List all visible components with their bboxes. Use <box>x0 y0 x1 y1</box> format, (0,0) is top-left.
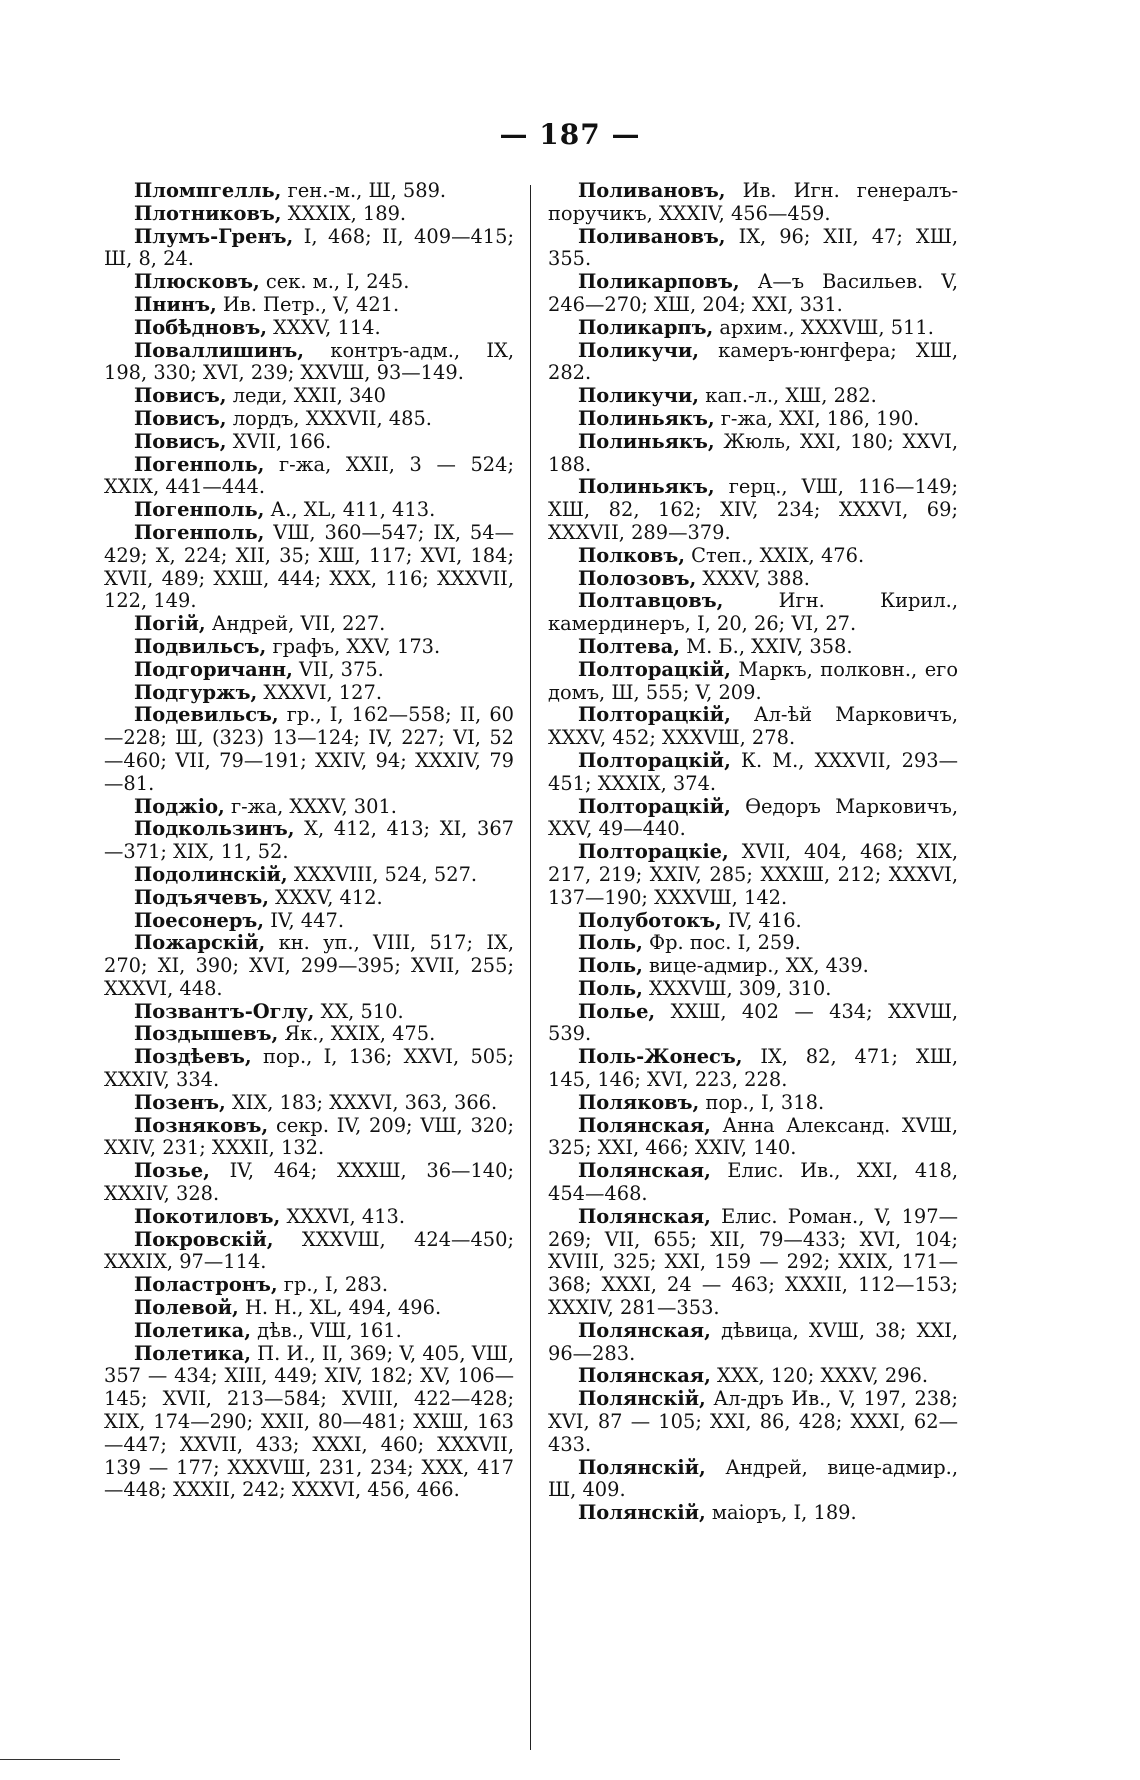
entry-references: Ал-дръ Ив., V, 197, 238; XVI, 87 — 105; XXI, 86, 428; XXXI, 62—433. <box>548 1387 958 1456</box>
index-entry <box>548 978 958 1001</box>
page-number: — 187 — <box>499 118 641 151</box>
entry-references: г-жа, XXXV, 301. <box>224 794 397 818</box>
entry-headword: Полевой, <box>134 1296 239 1320</box>
entry-headword: Полиньякъ, <box>578 475 715 499</box>
entry-headword: Полуботокъ, <box>578 908 722 932</box>
entry-headword: Полковъ, <box>578 543 685 567</box>
index-entry <box>104 704 514 795</box>
index-entry <box>104 1001 514 1024</box>
entry-headword: Поль-Жонесъ, <box>578 1045 743 1069</box>
index-entry <box>104 1297 514 1320</box>
index-entry <box>104 408 514 431</box>
index-entry <box>104 180 514 203</box>
entry-headword: Подвильсъ, <box>134 634 267 658</box>
index-entry <box>548 1046 958 1092</box>
index-entry <box>548 1160 958 1206</box>
entry-headword: Полянская, <box>578 1113 711 1137</box>
entry-references: дѣв., VШ, 161. <box>250 1318 402 1342</box>
entry-references: XXXVIII, 524, 527. <box>287 862 478 886</box>
entry-headword: Полянскiй, <box>578 1501 706 1525</box>
entry-headword: Позвантъ-Оглу, <box>134 999 315 1023</box>
entry-references: Жюль, XXI, 180; XXVI, 188. <box>548 429 958 476</box>
entry-references: XXXV, 412. <box>269 885 383 909</box>
entry-headword: Поляковъ, <box>578 1090 700 1114</box>
index-entry <box>104 887 514 910</box>
entry-headword: Погенполь, <box>134 452 265 476</box>
entry-references: гр., I, 283. <box>277 1273 389 1297</box>
entry-references: IV, 416. <box>721 908 802 932</box>
entry-headword: Погiй, <box>134 612 206 636</box>
entry-references: г-жа, XXI, 186, 190. <box>714 406 920 430</box>
index-entry <box>104 499 514 522</box>
index-entry <box>548 659 958 705</box>
index-entry <box>104 1274 514 1297</box>
entry-references: М. Б., XXIV, 358. <box>680 634 853 658</box>
entry-references: кап.-л., XШ, 282. <box>699 384 877 408</box>
index-entry <box>548 385 958 408</box>
entry-references: Маркъ, полковн., его домъ, Ш, 555; V, 209. <box>548 657 958 704</box>
entry-references: Елис. Роман., V, 197—269; VII, 655; XII, 79—433; XVI, 104; XVIII, 325; XXI, 159 — 292; XXIX, 171—368; XXXI, 24 — 463; XXXII, 112—153; XXXIV, 281—353. <box>548 1204 958 1320</box>
entry-references: пор., I, 318. <box>699 1090 825 1114</box>
entry-references: А., XL, 411, 413. <box>264 498 436 522</box>
entry-references: XIX, 183; XXXVI, 363, 366. <box>225 1090 498 1114</box>
index-entry <box>548 1365 958 1388</box>
index-entry <box>548 932 958 955</box>
entry-headword: Поль, <box>578 976 643 1000</box>
entry-headword: Поластронъ, <box>134 1273 278 1297</box>
entry-headword: Полторацкiй, <box>578 794 731 818</box>
index-entry <box>104 910 514 933</box>
index-entry <box>104 1046 514 1092</box>
index-entry <box>104 1160 514 1206</box>
entry-references: XXXVШ, 424—450; XXXIX, 97—114. <box>104 1227 514 1274</box>
index-entry <box>104 522 514 613</box>
entry-references: IV, 464; XXXШ, 36—140; XXXIV, 328. <box>104 1159 514 1206</box>
entry-headword: Побѣдновъ, <box>134 315 267 339</box>
entry-headword: Полторацкiй, <box>578 703 731 727</box>
entry-references: гр., I, 162—558; II, 60—228; Ш, (323) 13—124; IV, 227; VI, 52—460; VII, 79—191; XXIV, 94; XXXIV, 79—81. <box>104 703 514 795</box>
index-entry <box>548 910 958 933</box>
entry-headword: Полянская, <box>578 1204 711 1228</box>
index-entry <box>104 226 514 272</box>
index-entry <box>104 1115 514 1161</box>
entry-references: X, 412, 413; XI, 367—371; XIX, 11, 52. <box>104 817 514 864</box>
entry-references: Ив. Игн. генералъ-поручикъ, XXXIV, 456—459. <box>548 179 958 225</box>
entry-headword: Поливановъ, <box>578 179 726 202</box>
entry-headword: Поликучи, <box>578 384 700 408</box>
entry-headword: Полянскiй, <box>578 1455 706 1479</box>
entry-headword: Полтева, <box>578 634 681 658</box>
entry-headword: Полянская, <box>578 1318 711 1342</box>
entry-references: герц., VШ, 116—149; XШ, 82, 162; XIV, 234; XXXVI, 69; XXXVII, 289—379. <box>548 475 958 544</box>
entry-references: Анна Александ. XVШ, 325; XXI, 466; XXIV, 140. <box>548 1113 958 1160</box>
entry-references: секр. IV, 209; VШ, 320; XXIV, 231; XXXII, 132. <box>104 1113 514 1160</box>
entry-headword: Поль, <box>578 954 643 978</box>
entry-references: сек. м., I, 245. <box>259 270 410 294</box>
entry-headword: Позняковъ, <box>134 1113 269 1137</box>
bottom-rule <box>0 1759 120 1760</box>
index-entry <box>548 1001 958 1047</box>
entry-headword: Поликучи, <box>578 338 700 362</box>
entry-references: XX, 510. <box>314 999 404 1023</box>
index-entry <box>548 590 958 636</box>
entry-references: XXXIX, 189. <box>281 201 407 225</box>
entry-headword: Позенъ, <box>134 1090 226 1114</box>
entry-headword: Пожарскiй, <box>134 931 266 955</box>
entry-headword: Плотниковъ, <box>134 201 282 225</box>
entry-references: XXXV, 114. <box>266 315 381 339</box>
entry-references: XVII, 404, 468; XIX, 217, 219; XXIV, 285; XXXШ, 212; XXXVI, 137—190; XXXVШ, 142. <box>548 840 958 909</box>
entry-references: контръ-адм., IX, 198, 330; XVI, 239; XXVШ, 93—149. <box>104 338 514 385</box>
index-entry <box>548 545 958 568</box>
entry-headword: Полье, <box>578 999 656 1023</box>
entry-references: г-жа, XXII, 3 — 524; XXIX, 441—444. <box>104 452 514 499</box>
entry-headword: Полиньякъ, <box>578 429 715 453</box>
index-entry <box>104 636 514 659</box>
index-entry <box>548 1388 958 1456</box>
entry-headword: Подевильсъ, <box>134 703 279 727</box>
entry-references: Н. Н., XL, 494, 496. <box>238 1296 442 1320</box>
index-entry <box>104 340 514 386</box>
entry-headword: Плумъ-Гренъ, <box>134 224 294 248</box>
entry-references: Игн. Кирил., камердинеръ, I, 20, 26; VI, 27. <box>548 589 958 636</box>
entry-references: Як., XXIX, 475. <box>278 1022 436 1046</box>
index-entry <box>548 226 958 272</box>
index-entry <box>104 454 514 500</box>
index-entry <box>548 1206 958 1320</box>
entry-headword: Поджiо, <box>134 794 225 818</box>
entry-headword: Полиньякъ, <box>578 406 715 430</box>
index-entry <box>548 1502 958 1525</box>
entry-references: IV, 447. <box>264 908 344 932</box>
entry-headword: Подкользинъ, <box>134 817 295 841</box>
entry-references: XXX, 120; XXXV, 296. <box>710 1364 929 1388</box>
index-entry <box>104 271 514 294</box>
entry-headword: Полторацкiй, <box>578 657 731 681</box>
index-entry <box>104 1320 514 1343</box>
entry-headword: Погенполь, <box>134 498 265 522</box>
index-entry <box>548 796 958 842</box>
index-entry <box>104 294 514 317</box>
entry-references: XXXVШ, 309, 310. <box>642 976 832 1000</box>
index-entry <box>548 431 958 477</box>
entry-references: I, 468; II, 409—415; Ш, 8, 24. <box>104 224 514 271</box>
entry-headword: Подгуржъ, <box>134 680 258 704</box>
entry-headword: Полтавцовъ, <box>578 589 724 613</box>
entry-headword: Повисъ, <box>134 384 227 408</box>
entry-references: вице-адмир., XX, 439. <box>642 954 869 978</box>
entry-headword: Поливановъ, <box>578 224 726 248</box>
entry-headword: Пнинъ, <box>134 292 217 316</box>
entry-headword: Позье, <box>134 1159 210 1183</box>
entry-references: Андрей, вице-адмир., Ш, 409. <box>548 1455 958 1502</box>
entry-headword: Покровскiй, <box>134 1227 274 1251</box>
entry-references: маiоръ, I, 189. <box>705 1501 857 1525</box>
entry-references: ген.-м., Ш, 589. <box>281 179 447 202</box>
index-entry <box>104 932 514 1000</box>
index-entry <box>548 180 958 226</box>
index-entry <box>548 1115 958 1161</box>
index-entry <box>104 1229 514 1275</box>
entry-headword: Поздышевъ, <box>134 1022 279 1046</box>
entry-references: пор., I, 136; XXVI, 505; XXXIV, 334. <box>104 1045 514 1092</box>
entry-references: К. М., XXXVII, 293—451; XXXIX, 374. <box>548 748 958 795</box>
entry-headword: Поликарповъ, <box>578 270 740 294</box>
index-entry <box>104 796 514 819</box>
index-entry <box>548 408 958 431</box>
left-column <box>104 180 514 1502</box>
index-entry <box>548 1320 958 1366</box>
entry-references: Өедоръ Марковичъ, XXV, 49—440. <box>548 794 958 841</box>
entry-headword: Поль, <box>578 931 643 955</box>
index-entry <box>548 271 958 317</box>
entry-references: лордъ, XXXVII, 485. <box>226 406 432 430</box>
entry-references: Степ., XXIX, 476. <box>684 543 865 567</box>
column-divider <box>530 185 531 1750</box>
index-entry <box>104 1092 514 1115</box>
entry-references: Елис. Ив., XXI, 418, 454—468. <box>548 1159 958 1206</box>
entry-references: А—ъ Васильев. V, 246—270; XШ, 204; XXI, 331. <box>548 270 958 316</box>
index-entry <box>104 317 514 340</box>
index-entry <box>104 385 514 408</box>
entry-headword: Подгоричанн, <box>134 657 293 681</box>
entry-references: XXXVI, 127. <box>257 680 382 704</box>
entry-headword: Поваллишинъ, <box>134 338 305 362</box>
index-entry <box>104 431 514 454</box>
index-entry <box>548 955 958 978</box>
entry-references: IX, 82, 471; XШ, 145, 146; XVI, 223, 228. <box>548 1045 958 1092</box>
entry-references: VШ, 360—547; IX, 54—429; X, 224; XII, 35; XШ, 117; XVI, 184; XVII, 489; XXШ, 444; XXX, 116; XXXVII, 122, 149. <box>104 520 514 613</box>
index-entry <box>104 1023 514 1046</box>
entry-references: графъ, XXV, 173. <box>266 634 441 658</box>
entry-headword: Поликарпъ, <box>578 315 714 339</box>
index-entry <box>548 704 958 750</box>
index-entry <box>548 340 958 386</box>
entry-references: IX, 96; XII, 47; XШ, 355. <box>548 224 958 271</box>
entry-headword: Полозовъ, <box>578 566 697 590</box>
entry-references: архим., XXXVШ, 511. <box>713 315 934 339</box>
entry-references: XXXV, 388. <box>696 566 810 590</box>
index-entry <box>548 1092 958 1115</box>
index-entry <box>548 476 958 544</box>
index-entry <box>548 750 958 796</box>
entry-headword: Полянская, <box>578 1159 711 1183</box>
index-entry <box>104 613 514 636</box>
entry-references: Фр. пос. I, 259. <box>642 931 801 955</box>
entry-references: VII, 375. <box>292 657 384 681</box>
entry-references: камеръ-юнгфера; XШ, 282. <box>548 338 958 385</box>
index-entry <box>104 818 514 864</box>
entry-headword: Пломпгелль, <box>134 179 282 202</box>
entry-headword: Повисъ, <box>134 429 227 453</box>
entry-headword: Погенполь, <box>134 520 265 544</box>
index-entry <box>548 568 958 591</box>
entry-headword: Полянскiй, <box>578 1387 706 1411</box>
index-entry <box>104 1343 514 1503</box>
entry-references: леди, XXII, 340 <box>226 384 386 408</box>
entry-headword: Повисъ, <box>134 406 227 430</box>
entry-headword: Подъячевъ, <box>134 885 269 909</box>
right-column <box>548 180 958 1525</box>
entry-headword: Плюсковъ, <box>134 270 260 294</box>
entry-references: XXXVI, 413. <box>280 1204 406 1228</box>
entry-references: дѣвица, XVШ, 38; XXI, 96—283. <box>548 1318 958 1365</box>
entry-references: Андрей, VII, 227. <box>205 612 386 636</box>
entry-headword: Полетика, <box>134 1318 251 1342</box>
index-entry <box>548 841 958 909</box>
entry-references: XVII, 166. <box>226 429 332 453</box>
entry-references: кн. уп., VIII, 517; IX, 270; XI, 390; XVI, 299—395; XVII, 255; XXXVI, 448. <box>104 931 514 1000</box>
index-entry <box>104 682 514 705</box>
entry-headword: Поздѣевъ, <box>134 1045 252 1069</box>
entry-headword: Полторацкiй, <box>578 748 731 772</box>
entry-headword: Поесонеръ, <box>134 908 265 932</box>
entry-references: Ал-ѣй Марковичъ, XXXV, 452; XXXVШ, 278. <box>548 703 958 750</box>
index-entry <box>548 1457 958 1503</box>
index-entry <box>548 636 958 659</box>
index-entry <box>104 1206 514 1229</box>
entry-headword: Полетика, <box>134 1341 251 1365</box>
entry-headword: Покотиловъ, <box>134 1204 281 1228</box>
index-entry <box>548 317 958 340</box>
entry-headword: Подолинскiй, <box>134 862 288 886</box>
index-entry <box>104 864 514 887</box>
index-entry <box>104 659 514 682</box>
index-entry <box>104 203 514 226</box>
entry-references: XXШ, 402 — 434; XXVШ, 539. <box>548 999 958 1046</box>
entry-references: П. И., II, 369; V, 405, VШ, 357 — 434; XIII, 449; XIV, 182; XV, 106—145; XVII, 213—584; XVIII, 422—428; XIX, 174—290; XXII, 80—481; XXШ, 163—447; XXVII, 433; XXXI, 460; XXXVII, 139 — 177; XXXVШ, 231, 234; XXX, 417—448; XXXII, 242; XXXVI, 456, 466. <box>104 1341 514 1502</box>
entry-headword: Полторацкiе, <box>578 840 729 864</box>
entry-headword: Полянская, <box>578 1364 711 1388</box>
entry-references: Ив. Петр., V, 421. <box>216 292 400 316</box>
